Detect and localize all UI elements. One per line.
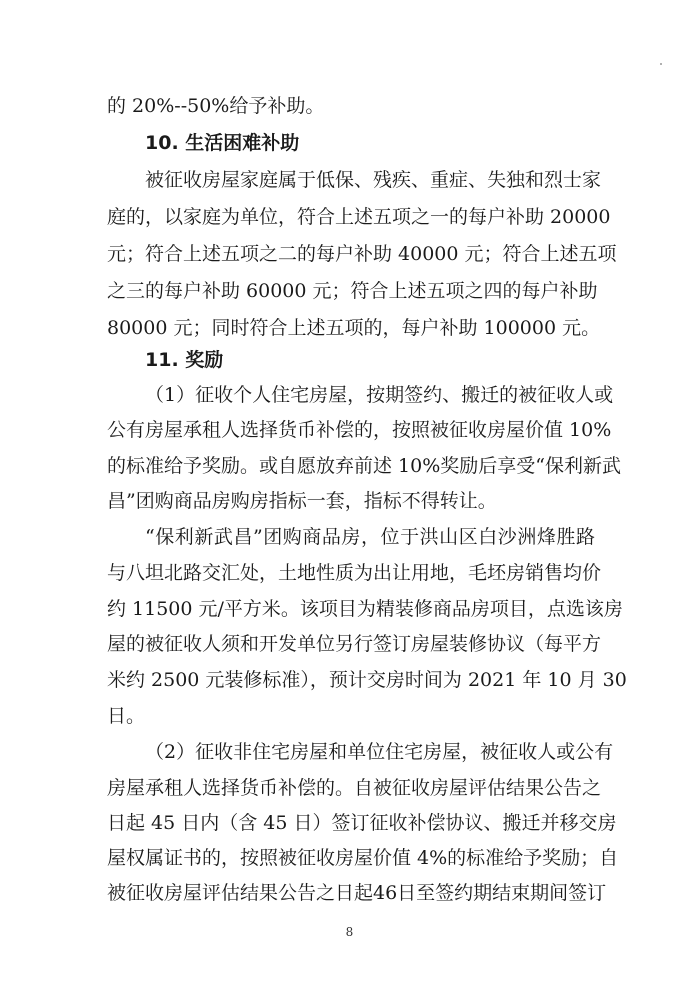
text-line: 公有房屋承租人选择货币补偿的，按照被征收房屋价值 10% bbox=[107, 419, 612, 441]
section-heading-11: 11. 奖励 bbox=[145, 349, 224, 371]
text-line: 庭的，以家庭为单位，符合上述五项之一的每户补助 20000 bbox=[107, 206, 611, 228]
scan-mark bbox=[660, 63, 662, 65]
text-line: 80000 元；同时符合上述五项的，每户补助 100000 元。 bbox=[107, 317, 601, 339]
text-line: 日起 45 日内（含 45 日）签订征收补偿协议、搬迁并移交房 bbox=[107, 812, 617, 834]
text-line: 被征收房屋评估结果公告之日起46日至签约期结束期间签订 bbox=[107, 882, 607, 904]
text-line: 昌”团购商品房购房指标一套，指标不得转让。 bbox=[107, 490, 497, 512]
text-line: 被征收房屋家庭属于低保、残疾、重症、失独和烈士家 bbox=[145, 169, 602, 191]
text-line: 之三的每户补助 60000 元；符合上述五项之四的每户补助 bbox=[107, 280, 598, 302]
text-line: 米约 2500 元装修标准），预计交房时间为 2021 年 10 月 30 bbox=[107, 669, 627, 691]
page-number: 8 bbox=[345, 925, 354, 939]
text-line: 日。 bbox=[107, 705, 146, 727]
text-line: 屋权属证书的，按照被征收房屋价值 4%的标准给予奖励；自 bbox=[107, 847, 619, 869]
text-line: 约 11500 元/平方米。该项目为精装修商品房项目，点选该房 bbox=[107, 598, 623, 620]
text-line: 元；符合上述五项之二的每户补助 40000 元；符合上述五项 bbox=[107, 243, 617, 265]
text-line: 的标准给予奖励。或自愿放弃前述 10%奖励后享受“保利新武 bbox=[107, 455, 621, 477]
text-line: “保利新武昌”团购商品房，位于洪山区白沙洲烽胜路 bbox=[145, 526, 595, 548]
text-line: （1）征收个人住宅房屋，按期签约、搬迁的被征收人或 bbox=[145, 384, 614, 406]
text-line: 房屋承租人选择货币补偿的。自被征收房屋评估结果公告之 bbox=[107, 777, 602, 799]
text-line: 与八坦北路交汇处，土地性质为出让用地，毛坯房销售均价 bbox=[107, 562, 602, 584]
text-line: （2）征收非住宅房屋和单位住宅房屋，被征收人或公有 bbox=[145, 741, 614, 763]
text-line: 的 20%--50%给予补助。 bbox=[107, 95, 325, 117]
text-line: 屋的被征收人须和开发单位另行签订房屋装修协议（每平方 bbox=[107, 633, 602, 655]
section-heading-10: 10. 生活困难补助 bbox=[145, 132, 300, 154]
